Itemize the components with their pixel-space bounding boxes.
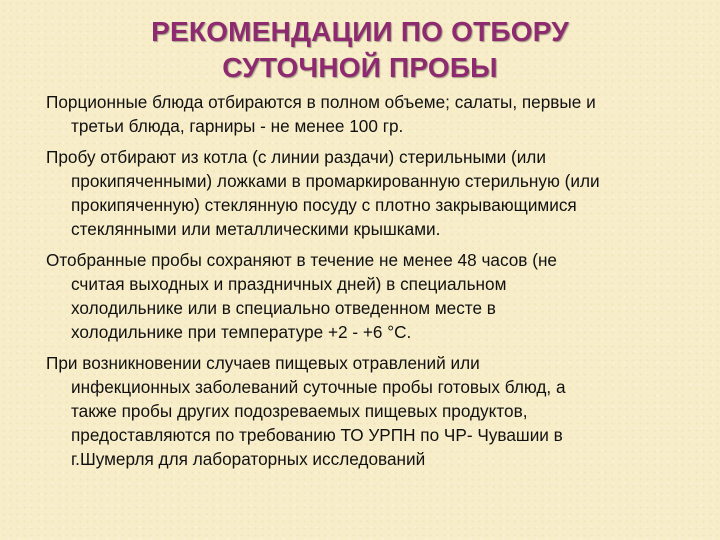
paragraph-storage: [46, 248, 686, 344]
text-line: считая выходных и праздничных дней) в специальном: [71, 274, 507, 294]
text-line: предоставляются по требованию ТО УРПН по ЧР- Чувашии в: [71, 425, 563, 445]
text-line: Отобранные пробы сохраняют в течение не менее 48 часов (не: [46, 250, 557, 270]
text-line: прокипяченными) ложками в промаркированную стерильную (или: [71, 171, 600, 191]
paragraph-portion-dishes: [46, 90, 686, 138]
text-line: Пробу отбирают из котла (с линии раздачи) стерильными (или: [46, 147, 546, 167]
text-line: Порционные блюда отбираются в полном объеме; салаты, первые и: [46, 92, 596, 112]
text-line: холодильнике или в специально отведенном месте в: [71, 298, 496, 318]
text-line: При возникновении случаев пищевых отравлений или: [46, 353, 480, 373]
title-line-2: СУТОЧНОЙ ПРОБЫ: [222, 52, 498, 83]
title-line-1: РЕКОМЕНДАЦИИ ПО ОТБОРУ: [151, 16, 569, 47]
text-line: инфекционных заболеваний суточные пробы готовых блюд, а: [71, 377, 566, 397]
text-line: третьи блюда, гарниры - не менее 100 гр.: [71, 116, 404, 136]
paragraph-sampling-procedure: [46, 145, 686, 241]
slide-title: [0, 14, 720, 86]
paragraph-poisoning-cases: [46, 351, 686, 471]
text-line: г.Шумерля для лабораторных исследований: [71, 449, 426, 469]
text-line: прокипяченную) стеклянную посуду с плотно закрывающимися: [71, 195, 577, 215]
text-line: также пробы других подозреваемых пищевых продуктов,: [71, 401, 528, 421]
slide-body: [46, 90, 686, 478]
text-line: холодильнике при температуре +2 - +6 °С.: [71, 322, 412, 342]
text-line: стеклянными или металлическими крышками.: [71, 219, 441, 239]
